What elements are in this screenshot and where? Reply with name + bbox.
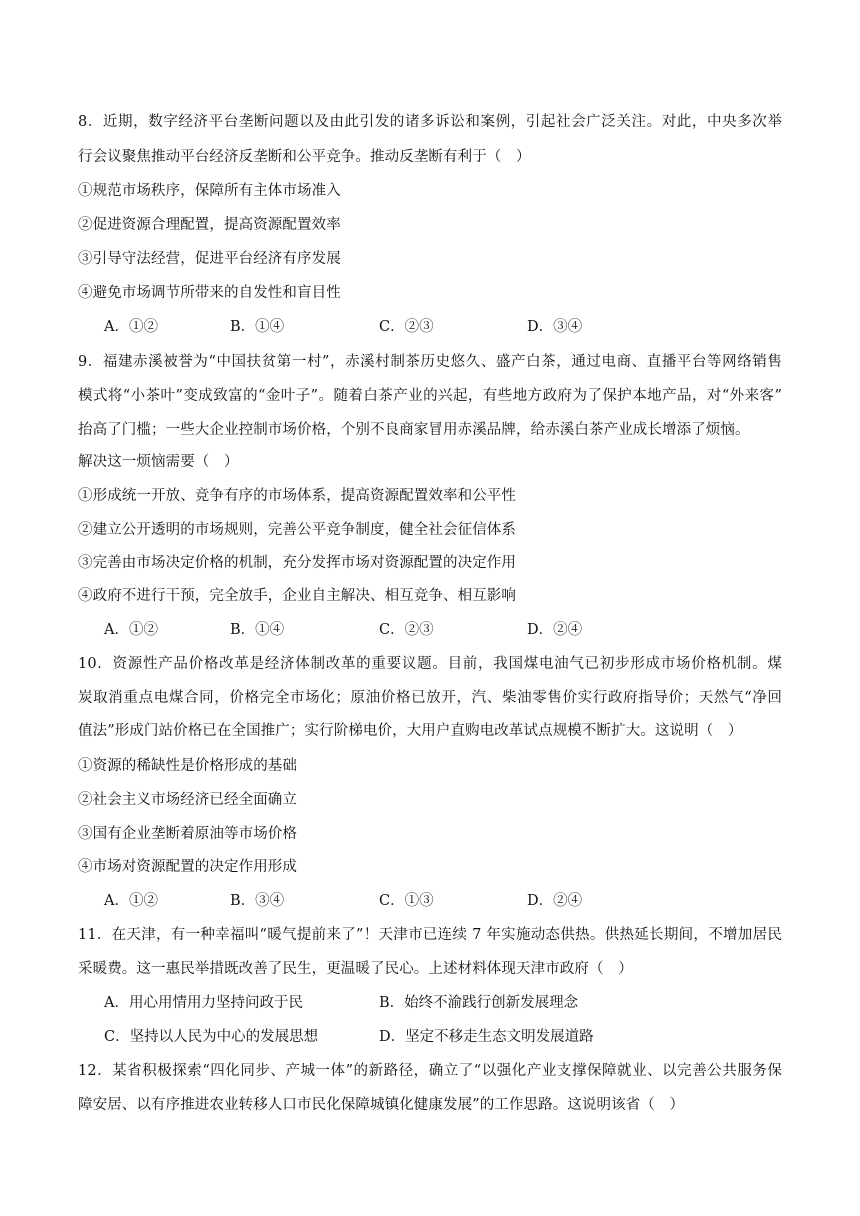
question-10-option-c[interactable]: C．①③: [379, 893, 434, 909]
question-10-statement-4: ④市场对资源配置的决定作用形成: [78, 859, 297, 875]
question-9-stem-line-4: 解决这一烦恼需要（ ）: [78, 454, 239, 470]
question-8-option-c[interactable]: C．②③: [379, 319, 434, 335]
question-8-statement-2: ②促进资源合理配置，提高资源配置效率: [78, 217, 341, 233]
question-9-statement-2: ②建立公开透明的市场规则，完善公平竞争制度，健全社会征信体系: [78, 522, 516, 538]
question-9-option-a[interactable]: A．①②: [104, 622, 158, 638]
question-9-statement-1: ①形成统一开放、竞争有序的市场体系，提高资源配置效率和公平性: [78, 488, 516, 504]
question-10-statement-1: ①资源的稀缺性是价格形成的基础: [78, 758, 297, 774]
question-8-statement-3: ③引导守法经营，促进平台经济有序发展: [78, 251, 341, 267]
question-11-option-a[interactable]: A．用心用情用力坚持问政于民: [104, 995, 303, 1011]
question-11-option-b[interactable]: B．始终不渝践行创新发展理念: [379, 995, 579, 1011]
question-9-option-d[interactable]: D．②④: [527, 622, 583, 638]
question-9-statement-3: ③完善由市场决定价格的机制，充分发挥市场对资源配置的决定作用: [78, 555, 516, 571]
question-9-stem-line-2: 模式将“小茶叶”变成致富的“金叶子”。随着白茶产业的兴起，有些地方政府为了保护本地产品，对“外来客”: [78, 388, 782, 404]
question-8-statement-4: ④避免市场调节所带来的自发性和盲目性: [78, 285, 341, 301]
question-8-option-b[interactable]: B．①④: [230, 319, 285, 335]
question-10-option-a[interactable]: A．①②: [104, 893, 158, 909]
question-8-stem-line-2: 行会议聚焦推动平台经济反垄断和公平竞争。推动反垄断有利于（ ）: [78, 149, 531, 165]
question-9-stem-line-3: 抬高了门槛；一些大企业控制市场价格，个别不良商家冒用赤溪品牌，给赤溪白茶产业成长增添了烦恼。: [78, 422, 750, 438]
question-9-option-b[interactable]: B．①④: [230, 622, 285, 638]
question-8-option-a[interactable]: A．①②: [104, 319, 158, 335]
question-9-statement-4: ④政府不进行干预，完全放手，企业自主解决、相互竞争、相互影响: [78, 588, 516, 604]
question-10-stem-line-2: 炭取消重点电煤合同，价格完全市场化；原油价格已放开，汽、柴油零售价实行政府指导价；天然气“净回: [78, 690, 782, 706]
question-11-stem-line-2: 采暖费。这一惠民举措既改善了民生，更温暖了民心。上述材料体现天津市政府（ ）: [78, 961, 633, 977]
question-8-option-d[interactable]: D．③④: [527, 319, 583, 335]
question-8-stem-line-1: 8．近期，数字经济平台垄断问题以及由此引发的诸多诉讼和案例，引起社会广泛关注。对此，中央多次举: [78, 114, 782, 130]
question-10-option-b[interactable]: B．③④: [230, 893, 285, 909]
question-12-stem-line-2: 障安居、以有序推进农业转移人口市民化保障城镇化健康发展”的工作思路。这说明该省（ ）: [78, 1097, 685, 1113]
question-9-stem-line-1: 9．福建赤溪被誉为“中国扶贫第一村”，赤溪村制茶历史悠久、盛产白茶，通过电商、直播平台等网络销售: [78, 354, 782, 370]
question-10-statement-3: ③国有企业垄断着原油等市场价格: [78, 826, 297, 842]
question-12-stem-line-1: 12．某省积极探索“四化同步、产城一体”的新路径，确立了“以强化产业支撑保障就业、以完善公共服务保: [78, 1063, 782, 1079]
question-11-option-c[interactable]: C．坚持以人民为中心的发展思想: [104, 1029, 319, 1045]
question-9-option-c[interactable]: C．②③: [379, 622, 434, 638]
question-10-stem-line-1: 10．资源性产品价格改革是经济体制改革的重要议题。目前，我国煤电油气已初步形成市场价格机制。煤: [78, 656, 782, 672]
question-11-option-d[interactable]: D．坚定不移走生态文明发展道路: [379, 1029, 594, 1045]
question-10-stem-line-3: 值法”形成门站价格已在全国推广；实行阶梯电价，大用户直购电改革试点规模不断扩大。这说明（ ）: [78, 723, 743, 739]
question-11-stem-line-1: 11．在天津，有一种幸福叫“暖气提前来了”！天津市已连续 7 年实施动态供热。供热延长期间，不增加居民: [78, 927, 782, 943]
question-8-statement-1: ①规范市场秩序，保障所有主体市场准入: [78, 183, 341, 199]
question-10-statement-2: ②社会主义市场经济已经全面确立: [78, 792, 297, 808]
question-10-option-d[interactable]: D．②④: [527, 893, 583, 909]
